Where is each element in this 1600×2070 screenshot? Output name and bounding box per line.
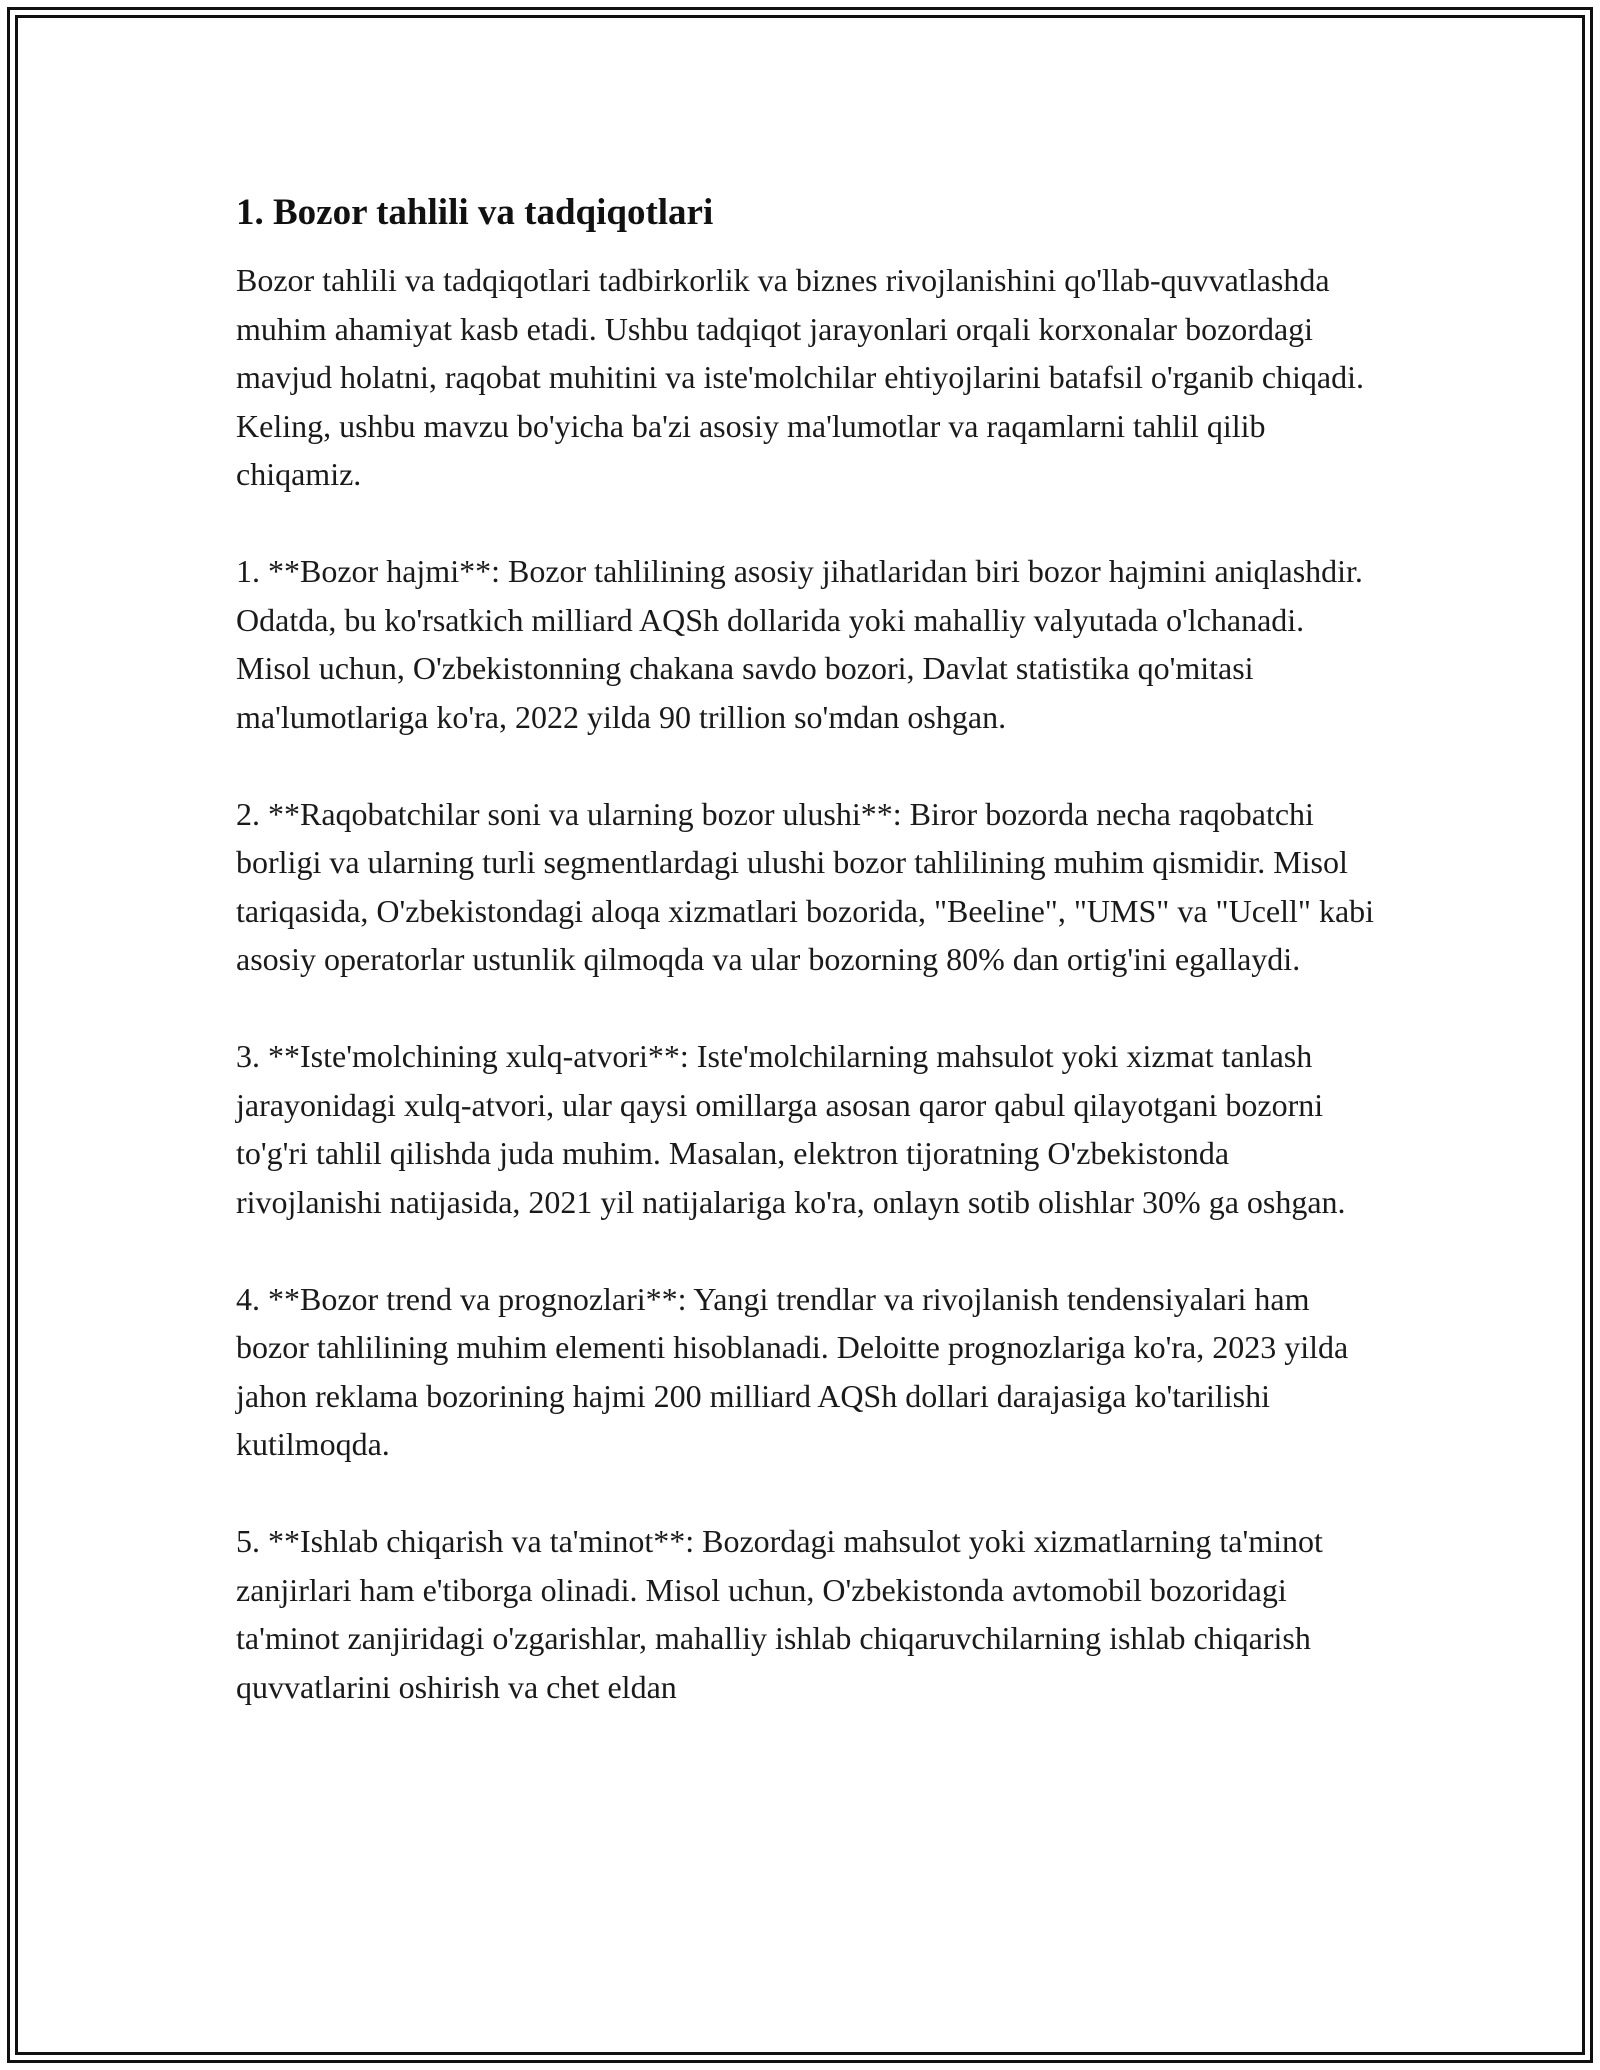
intro-paragraph: Bozor tahlili va tadqiqotlari tadbirkorlik va biznes rivojlanishini qo'llab-quvvatlashda muhim ahamiyat kasb etadi. Ushbu tadqiqot jarayonlari orqali korxonalar bozordagi mavjud holatni, raqobat muhitini va iste'molchilar ehtiyojlarini batafsil o'rganib chiqadi. Keling, ushbu mavzu bo'yicha ba'zi asosiy ma'lumotlar va raqamlarni tahlil qilib chiqamiz. bbox=[236, 262, 1365, 492]
paragraph-market-size: 1. **Bozor hajmi**: Bozor tahlilining asosiy jihatlaridan biri bozor hajmini aniqlashdir. Odatda, bu ko'rsatkich milliard AQSh dollarida yoki mahalliy valyutada o'lchanadi. Misol uchun, O'zbekistonning chakana savdo bozori, Davlat statistika qo'mitasi ma'lumotlariga ko'ra, 2022 yilda 90 trillion so'mdan oshgan. bbox=[236, 553, 1363, 735]
paragraph-trends: 4. **Bozor trend va prognozlari**: Yangi trendlar va rivojlanish tendensiyalari ham bozor tahlilining muhim elementi hisoblanadi. Deloitte prognozlariga ko'ra, 2023 yilda jahon reklama bozorining hajmi 200 milliard AQSh dollari darajasiga ko'tarilishi kutilmoqda. bbox=[236, 1280, 1349, 1462]
document-body bbox=[236, 188, 1376, 1711]
paragraph-consumer-behavior: 3. **Iste'molchining xulq-atvori**: Iste'molchilarning mahsulot yoki xizmat tanlash jarayonidagi xulq-atvori, ular qaysi omillarga asosan qaror qabul qilayotgani bozorni to'g'ri tahlil qilishda juda muhim. Masalan, elektron tijoratning O'zbekistonda rivojlanishi natijasida, 2021 yil natijalariga ko'ra, onlayn sotib olishlar 30% ga oshgan. bbox=[236, 1038, 1346, 1220]
paragraph-supply-chain: 5. **Ishlab chiqarish va ta'minot**: Bozordagi mahsulot yoki xizmatlarning ta'minot zanjirlari ham e'tiborga olinadi. Misol uchun, O'zbekistonda avtomobil bozoridagi ta'minot zanjiridagi o'zgarishlar, mahalliy ishlab chiqaruvchilarning ishlab chiqarish quvvatlarini oshirish va chet eldan bbox=[236, 1523, 1323, 1705]
section-heading: 1. Bozor tahlili va tadqiqotlari bbox=[236, 192, 714, 233]
paragraph-competitors: 2. **Raqobatchilar soni va ularning bozor ulushi**: Biror bozorda necha raqobatchi borligi va ularning turli segmentlardagi ulushi bozor tahlilining muhim qismidir. Misol tariqasida, O'zbekistondagi aloqa xizmatlari bozorida, "Beeline", "UMS" va "Ucell" kabi asosiy operatorlar ustunlik qilmoqda va ular bozorning 80% dan ortig'ini egallaydi. bbox=[236, 795, 1375, 977]
